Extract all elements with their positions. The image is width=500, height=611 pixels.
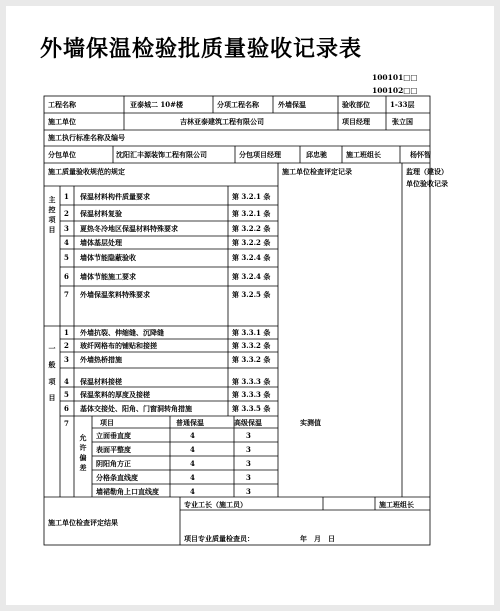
row-clause: 第 3.3.1 条 bbox=[232, 328, 271, 337]
footer-team-leader-label: 施工班组长 bbox=[379, 500, 414, 509]
tolerance-advanced: 3 bbox=[246, 445, 251, 454]
tolerance-normal: 4 bbox=[190, 473, 195, 482]
project-name-label: 工程名称 bbox=[48, 100, 76, 109]
row-number: 6 bbox=[64, 272, 69, 281]
row-number: 2 bbox=[64, 341, 69, 350]
row-text: 保温材料构件质量要求 bbox=[80, 192, 150, 201]
row-text: 玻纤网格布的铺贴和接搓 bbox=[80, 341, 157, 350]
tolerance-head-normal: 普通保温 bbox=[176, 418, 204, 427]
row-number: 7 bbox=[64, 290, 69, 299]
check-record-column-header: 施工单位检查评定记录 bbox=[282, 167, 352, 176]
row-number: 1 bbox=[64, 328, 69, 337]
row-text: 外墙热桥措施 bbox=[80, 355, 122, 364]
tolerance-item: 表面平整度 bbox=[96, 445, 131, 454]
row-number: 4 bbox=[64, 377, 69, 386]
sub-project-label: 分项工程名称 bbox=[217, 100, 259, 109]
tolerance-row-number: 7 bbox=[64, 419, 69, 428]
general-items-group-label: 一 般 项 目 bbox=[48, 344, 56, 402]
standard-label: 施工执行标准名称及编号 bbox=[48, 133, 125, 142]
row-text: 墙体节能隐蔽验收 bbox=[80, 253, 136, 262]
row-clause: 第 3.3.3 条 bbox=[232, 390, 271, 399]
project-manager-value: 张立国 bbox=[392, 117, 413, 126]
supervision-column-header-1: 监理（建设） bbox=[406, 167, 448, 176]
row-clause: 第 3.3.2 条 bbox=[232, 355, 271, 364]
row-text: 墙体基层处理 bbox=[80, 238, 122, 247]
tolerance-normal: 4 bbox=[190, 445, 195, 454]
row-clause: 第 3.2.5 条 bbox=[232, 290, 271, 299]
row-number: 3 bbox=[64, 224, 69, 233]
row-text: 基体交接处、阳角、门窗洞转角措施 bbox=[80, 404, 192, 413]
date-label: 年 月 日 bbox=[300, 534, 335, 543]
row-number: 4 bbox=[64, 238, 69, 247]
tolerance-advanced: 3 bbox=[246, 459, 251, 468]
row-clause: 第 3.3.2 条 bbox=[232, 341, 271, 350]
tolerance-normal: 4 bbox=[190, 459, 195, 468]
spec-column-header: 施工质量验收规范的规定 bbox=[48, 167, 125, 176]
row-clause: 第 3.3.3 条 bbox=[232, 377, 271, 386]
result-label: 施工单位检查评定结果 bbox=[48, 518, 118, 527]
document-title: 外墙保温检验批质量验收记录表 bbox=[40, 36, 363, 62]
tolerance-advanced: 3 bbox=[246, 431, 251, 440]
team-leader-value: 杨怀智 bbox=[410, 150, 431, 159]
supervision-column-header-2: 单位验收记录 bbox=[406, 179, 448, 188]
acceptance-part-label: 验收部位 bbox=[342, 100, 370, 109]
foreman-label: 专业工长（施工员） bbox=[184, 500, 247, 509]
project-name-value: 亚泰城二 10#楼 bbox=[130, 100, 184, 109]
tolerance-item: 分格条直线度 bbox=[96, 473, 138, 482]
row-text: 外墙保温浆料特殊要求 bbox=[80, 290, 150, 299]
tolerance-head-measured: 实测值 bbox=[300, 418, 321, 427]
row-text: 墙体节能施工要求 bbox=[80, 272, 136, 281]
project-manager-label: 项目经理 bbox=[342, 117, 370, 126]
tolerance-head-advanced: 高级保温 bbox=[234, 418, 262, 427]
tolerance-item: 阴阳角方正 bbox=[96, 459, 131, 468]
row-number: 6 bbox=[64, 404, 69, 413]
row-clause: 第 3.2.2 条 bbox=[232, 224, 271, 233]
sub-manager-value: 邱忠驰 bbox=[306, 150, 327, 159]
row-number: 5 bbox=[64, 390, 69, 399]
tolerance-normal: 4 bbox=[190, 487, 195, 496]
subcontractor-value: 沈阳汇丰源装饰工程有限公司 bbox=[116, 150, 207, 159]
tolerance-normal: 4 bbox=[190, 431, 195, 440]
row-text: 夏热冬冷地区保温材料特殊要求 bbox=[80, 224, 178, 233]
form-code-2: 100102□□ bbox=[372, 86, 418, 95]
row-clause: 第 3.2.4 条 bbox=[232, 272, 271, 281]
row-text: 外墙抗裂、伸缩缝、沉降缝 bbox=[80, 328, 164, 337]
document-page bbox=[6, 6, 494, 605]
row-number: 2 bbox=[64, 209, 69, 218]
form-code-1: 100101□□ bbox=[372, 73, 418, 82]
acceptance-part-value: 1-33层 bbox=[390, 100, 415, 109]
sub-project-value: 外墙保温 bbox=[278, 100, 306, 109]
tolerance-item: 立面垂直度 bbox=[96, 431, 131, 440]
row-number: 5 bbox=[64, 253, 69, 262]
construction-unit-value: 吉林亚泰建筑工程有限公司 bbox=[180, 117, 264, 126]
inspector-label: 项目专业质量检查员： bbox=[184, 534, 254, 543]
construction-unit-label: 施工单位 bbox=[48, 117, 76, 126]
tolerance-item: 墙裙勒角上口直线度 bbox=[96, 487, 159, 496]
main-items-group-label: 主 控 项 目 bbox=[48, 195, 56, 234]
row-text: 保温浆料的厚度及接槎 bbox=[80, 390, 150, 399]
row-clause: 第 3.2.1 条 bbox=[232, 192, 271, 201]
row-number: 3 bbox=[64, 355, 69, 364]
row-clause: 第 3.2.4 条 bbox=[232, 253, 271, 262]
row-clause: 第 3.2.1 条 bbox=[232, 209, 271, 218]
tolerance-group-label: 允 许 偏 差 bbox=[79, 433, 87, 472]
row-clause: 第 3.2.2 条 bbox=[232, 238, 271, 247]
team-leader-label: 施工班组长 bbox=[346, 150, 381, 159]
sub-manager-label: 分包项目经理 bbox=[239, 150, 281, 159]
row-clause: 第 3.3.5 条 bbox=[232, 404, 271, 413]
tolerance-head-item: 项目 bbox=[100, 418, 114, 427]
row-text: 保温材料接槎 bbox=[80, 377, 122, 386]
tolerance-advanced: 3 bbox=[246, 473, 251, 482]
row-text: 保温材料复验 bbox=[80, 209, 122, 218]
subcontractor-label: 分包单位 bbox=[48, 150, 76, 159]
row-number: 1 bbox=[64, 192, 69, 201]
tolerance-advanced: 3 bbox=[246, 487, 251, 496]
